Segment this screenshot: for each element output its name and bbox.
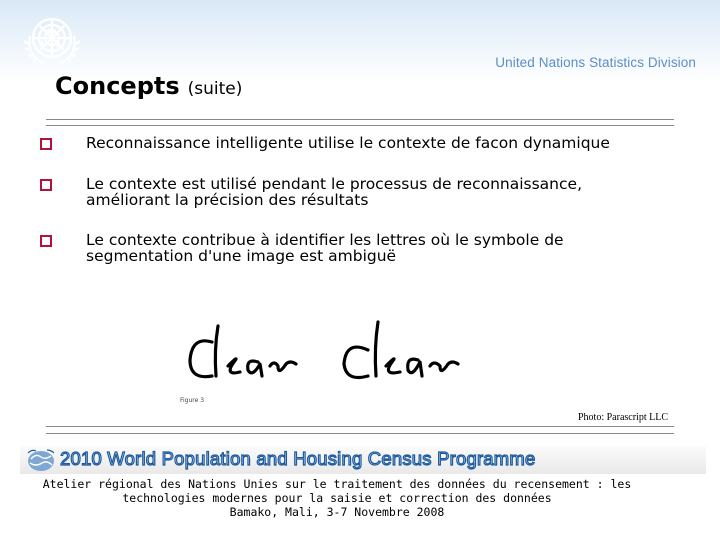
divider-top-2 (46, 125, 674, 126)
bullet-item-1 (86, 135, 676, 151)
divider-top (46, 119, 674, 120)
bullet-item-3-line1: Le contexte contribue à identifier les lettres où le symbole de (86, 231, 564, 249)
bullet-item-1-line1: Reconnaissance intelligente utilise le contexte de facon dynamique (86, 134, 610, 152)
footer-line-1: Atelier régional des Nations Unies sur le traitement des données du recensement : les (42, 477, 632, 491)
organization-name: United Nations Statistics Division (495, 55, 696, 70)
bullet-item-3-line2: segmentation d'une image est ambiguë (86, 247, 397, 265)
title-main: Concepts (55, 72, 180, 100)
bullet-item-3 (86, 232, 676, 264)
un-emblem-icon (20, 8, 84, 72)
footer-text (20, 477, 654, 519)
census-banner (20, 446, 706, 474)
footer-line-2: technologies modernes pour la saisie et correction des données (122, 491, 552, 505)
bullet-square-icon (40, 138, 52, 150)
footer-line-3: Bamako, Mali, 3-7 Novembre 2008 (229, 505, 445, 519)
bullet-item-2-line2: améliorant la précision des résultats (86, 191, 369, 209)
bullet-item-2 (86, 176, 676, 208)
bullet-square-icon (40, 235, 52, 247)
photo-credit: Photo: Parascript LLC (578, 412, 668, 423)
title-subtitle: (suite) (187, 79, 243, 99)
globe-icon (25, 447, 57, 473)
handwritten-clear-image (178, 320, 466, 406)
slide-title (55, 72, 242, 100)
divider-bottom (46, 426, 674, 427)
banner-title: 2010 World Population and Housing Census Programme (60, 448, 536, 469)
handwriting-image (178, 320, 466, 406)
divider-bottom-2 (46, 433, 674, 434)
bullet-square-icon (40, 179, 52, 191)
bullet-item-2-line1: Le contexte est utilisé pendant le processus de reconnaissance, (86, 175, 582, 193)
image-caption: Figure 3 (180, 397, 205, 404)
